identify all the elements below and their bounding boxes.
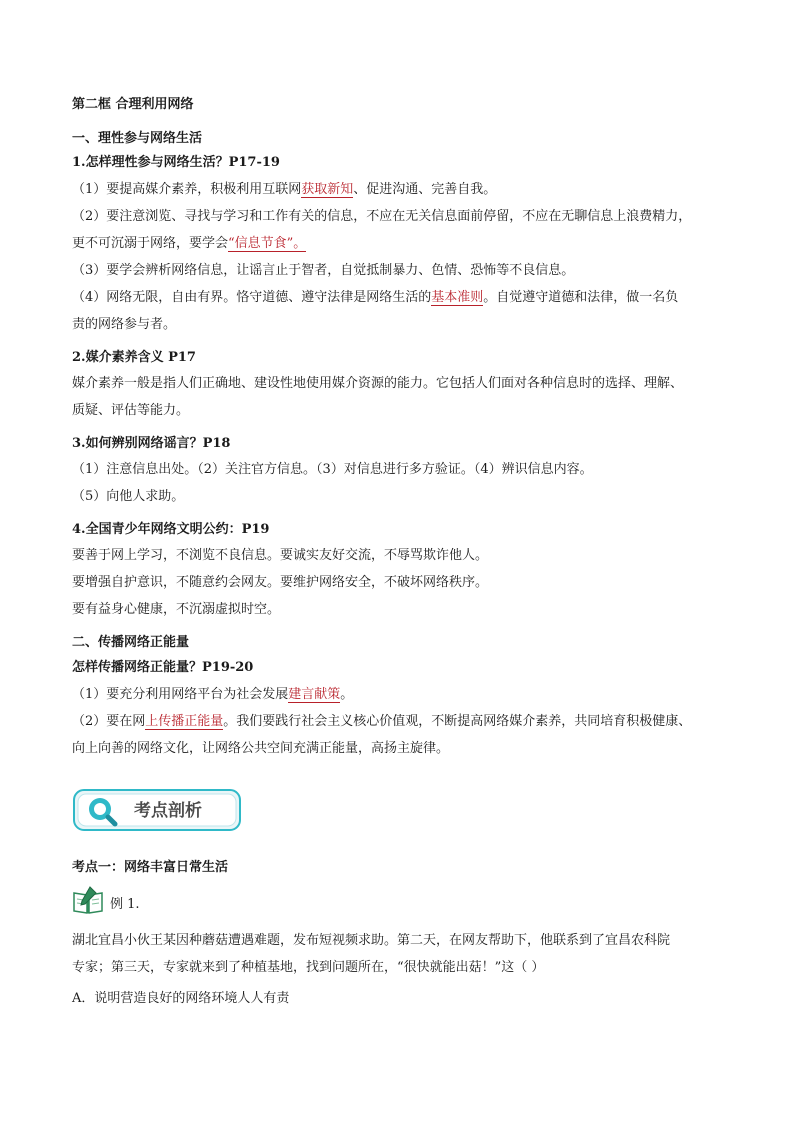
highlight-text: 获取新知 — [301, 182, 354, 197]
part2-item1: （1）要充分利用网络平台为社会发展建言献策。 — [72, 687, 354, 702]
q3-line2: （5）向他人求助。 — [72, 489, 185, 504]
q1-title: 1.怎样理性参与网络生活？P17-19 — [72, 155, 280, 170]
q2-line1: 媒介素养一般是指人们正确地、建设性地使用媒介资源的能力。它包括人们面对各种信息时的选择、理解、 — [72, 376, 684, 391]
q1-item2-line2: 更不可沉溺于网络，要学会“信息节食”。 — [72, 236, 307, 251]
q2-title: 2.媒介素养含义 P17 — [72, 350, 196, 365]
highlight-text: 基本准则 — [431, 290, 484, 305]
q1-item4-line1: （4）网络无限，自由有界。恪守道德、遵守法律是网络生活的基本准则。自觉遵守道德和法律，做一名负 — [72, 290, 679, 305]
kaodian1-title: 考点一：网络丰富日常生活 — [72, 860, 229, 875]
part2-heading: 二、传播网络正能量 — [72, 635, 190, 650]
q1-item3: （3）要学会辨析网络信息，让谣言止于智者，自觉抵制暴力、色情、恐怖等不良信息。 — [72, 263, 575, 278]
section-title: 第二框 合理利用网络 — [72, 97, 194, 112]
example-line1: 湖北宜昌小伙王某因种蘑菇遭遇难题，发布短视频求助。第二天，在网友帮助下，他联系到了宜昌农科院 — [72, 933, 671, 948]
q4-line1: 要善于网上学习，不浏览不良信息。要诚实友好交流，不辱骂欺诈他人。 — [72, 548, 489, 563]
example-label: 例 1. — [110, 897, 140, 912]
option-a: A．说明营造良好的网络环境人人有责 — [72, 991, 290, 1006]
highlight-text: “信息节食”。 — [228, 236, 307, 251]
q3-title: 3.如何辨别网络谣言？P18 — [72, 436, 231, 451]
part2-item2-line2: 向上向善的网络文化，让网络公共空间充满正能量，高扬主旋律。 — [72, 741, 450, 756]
part2-question-title: 怎样传播网络正能量？P19-20 — [72, 660, 254, 675]
book-pencil-icon — [72, 885, 104, 915]
q2-line2: 质疑、评估等能力。 — [72, 403, 190, 418]
highlight-text: 建言献策 — [288, 687, 341, 702]
q3-line1: （1）注意信息出处。（2）关注官方信息。（3）对信息进行多方验证。（4）辨识信息内容。 — [72, 462, 593, 477]
banner-label: 考点剖析 — [134, 801, 202, 821]
part2-item2-line1: （2）要在网上传播正能量。我们要践行社会主义核心价值观，不断提高网络媒介素养，共同培育积极健康、 — [72, 714, 692, 729]
q4-line2: 要增强自护意识，不随意约会网友。要维护网络安全，不破坏网络秩序。 — [72, 575, 489, 590]
highlight-text: 上传播正能量 — [145, 714, 224, 729]
example-line2: 专家；第三天，专家就来到了种植基地，找到问题所在，“很快就能出菇！”这（ ） — [72, 960, 545, 975]
q1-item2-line1: （2）要注意浏览、寻找与学习和工作有关的信息，不应在无关信息面前停留，不应在无聊信息上浪费精力， — [72, 209, 692, 224]
q4-title: 4.全国青少年网络文明公约：P19 — [72, 522, 270, 537]
q4-line3: 要有益身心健康，不沉溺虚拟时空。 — [72, 602, 281, 617]
kaodian-banner — [72, 786, 244, 834]
part1-heading: 一、理性参与网络生活 — [72, 131, 203, 146]
q1-item1: （1）要提高媒介素养，积极利用互联网获取新知、促进沟通、完善自我。 — [72, 182, 497, 197]
q1-item4-line2: 责的网络参与者。 — [72, 317, 177, 332]
